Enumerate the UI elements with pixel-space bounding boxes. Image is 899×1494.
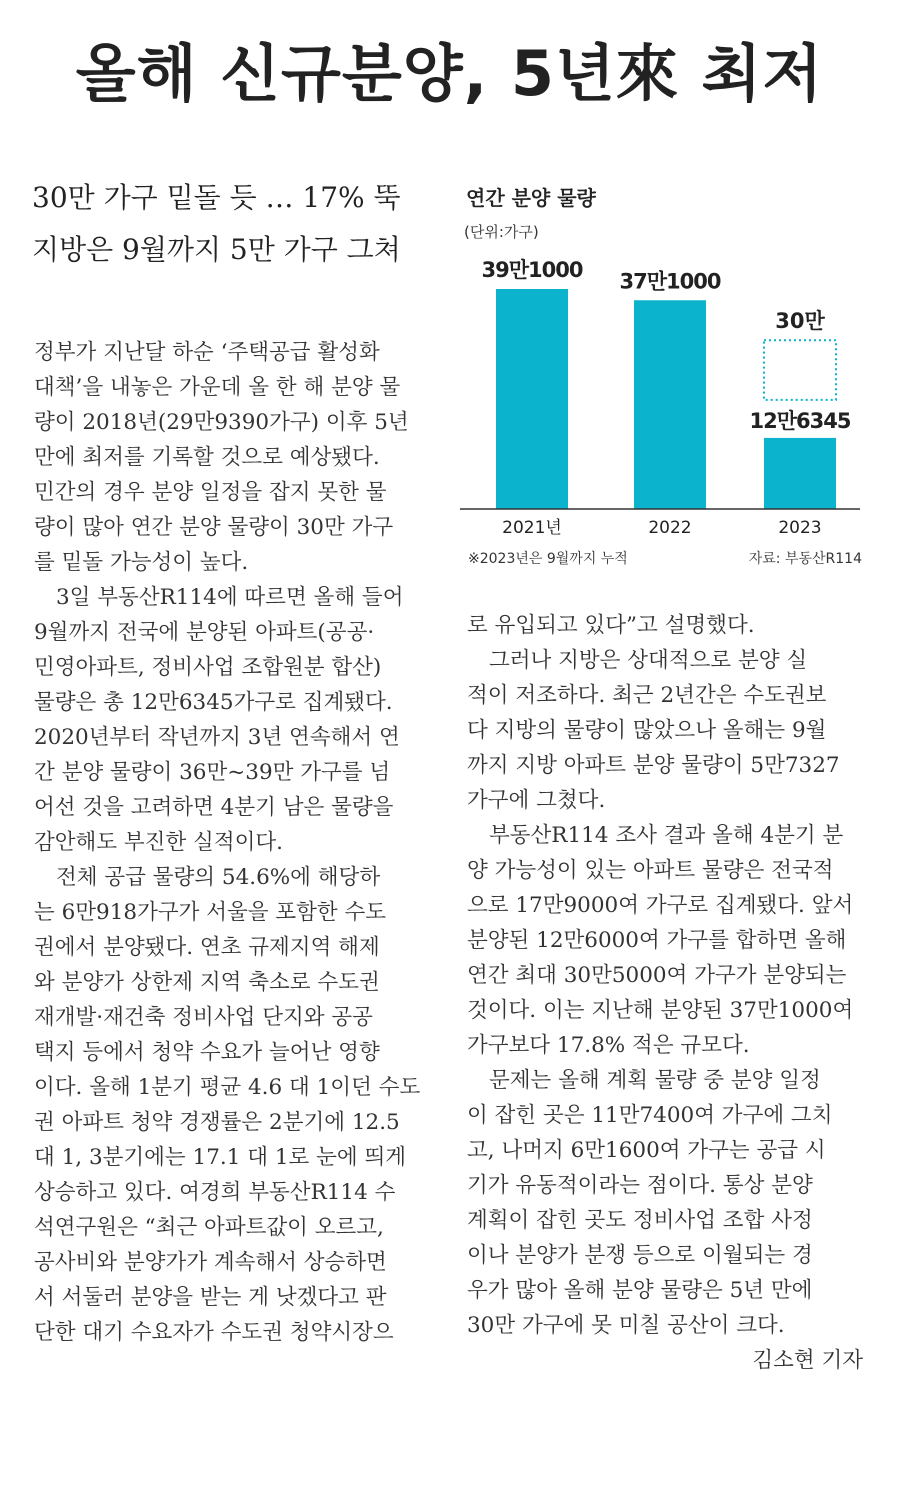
x-tick-label: 2023 — [778, 518, 822, 538]
body-line: 와 분양가 상한제 지역 축소로 수도권 — [34, 970, 380, 995]
bar-2022 — [634, 300, 706, 509]
body-line: 고, 나머지 6만1600여 가구는 공급 시 — [467, 1138, 826, 1163]
chart-note: ※2023년은 9월까지 누적 — [468, 551, 628, 567]
body-line: 민영아파트, 정비사업 조합원분 합산) — [34, 655, 382, 680]
body-line: 이다. 올해 1분기 평균 4.6 대 1이던 수도 — [34, 1075, 421, 1100]
chart-unit: (단위:가구) — [464, 223, 539, 241]
body-line: 계획이 잡힌 곳도 정비사업 조합 사정 — [467, 1208, 813, 1233]
body-line: 량이 많아 연간 분양 물량이 30만 가구 — [34, 515, 394, 540]
body-line: 택지 등에서 청약 수요가 늘어난 영향 — [34, 1040, 380, 1065]
body-line: 2020년부터 작년까지 3년 연속해서 연 — [34, 725, 400, 750]
body-line: 기가 유동적이라는 점이다. 통상 분양 — [467, 1173, 813, 1198]
body-line: 상승하고 있다. 여경희 부동산R114 수 — [34, 1180, 396, 1205]
body-line: 9월까지 전국에 분양된 아파트(공공· — [34, 620, 375, 645]
body-line: 으로 17만9000여 가구로 집계됐다. 앞서 — [467, 893, 854, 918]
headline: 올해 신규분양, 5년來 최저 — [75, 37, 824, 110]
body-line: 로 유입되고 있다”고 설명했다. — [467, 613, 755, 638]
chart-title: 연간 분양 물량 — [466, 186, 596, 210]
body-line: 이 잡힌 곳은 11만7400여 가구에 그치 — [467, 1103, 833, 1128]
body-line: 전체 공급 물량의 54.6%에 해당하 — [56, 865, 381, 890]
body-line: 문제는 올해 계획 물량 중 분양 일정 — [489, 1068, 821, 1093]
body-line: 3일 부동산R114에 따르면 올해 들어 — [56, 585, 404, 610]
body-line: 재개발·재건축 정비사업 단지와 공공 — [34, 1005, 373, 1030]
body-line: 공사비와 분양가가 계속해서 상승하면 — [34, 1250, 387, 1275]
body-line: 30만 가구에 못 미칠 공산이 크다. — [467, 1313, 785, 1338]
article-column-1 — [34, 335, 434, 1350]
body-line: 어선 것을 고려하면 4분기 남은 물량을 — [34, 795, 394, 820]
subheadline-2: 지방은 9월까지 5만 가구 그쳐 — [32, 233, 401, 266]
body-line: 대 1, 3분기에는 17.1 대 1로 눈에 띄게 — [34, 1145, 407, 1170]
body-line: 민간의 경우 분양 일정을 잡지 못한 물 — [34, 480, 387, 505]
byline: 김소현 기자 — [752, 1348, 863, 1373]
bar-2021년 — [496, 289, 568, 509]
body-line: 까지 지방 아파트 분양 물량이 5만7327 — [467, 753, 840, 778]
projection-dotted-box — [764, 340, 836, 400]
bar-value-label: 39만1000 — [481, 258, 583, 282]
annual-supply-bar-chart — [460, 175, 870, 575]
body-line: 권 아파트 청약 경쟁률은 2분기에 12.5 — [34, 1110, 400, 1135]
bar-value-label: 12만6345 — [749, 408, 851, 433]
bar-value-label: 37만1000 — [619, 269, 721, 294]
body-line: 간 분양 물량이 36만~39만 가구를 넘 — [34, 760, 391, 785]
projection-label: 30만 — [775, 309, 825, 334]
body-line: 물량은 총 12만6345가구로 집계됐다. — [34, 690, 393, 715]
body-line: 것이다. 이는 지난해 분양된 37만1000여 — [467, 998, 854, 1023]
bar-2023 — [764, 438, 836, 509]
chart-source: 자료: 부동산R114 — [748, 551, 862, 567]
body-line: 이나 분양가 분쟁 등으로 이월되는 경 — [467, 1243, 813, 1268]
body-line: 연간 최대 30만5000여 가구가 분양되는 — [467, 963, 847, 988]
body-line: 분양된 12만6000여 가구를 합하면 올해 — [467, 928, 847, 953]
body-line: 는 6만918가구가 서울을 포함한 수도 — [34, 900, 387, 925]
subheadline-1: 30만 가구 밑돌 듯 … 17% 뚝 — [32, 181, 401, 214]
body-line: 그러나 지방은 상대적으로 분양 실 — [489, 648, 808, 673]
body-line: 를 밑돌 가능성이 높다. — [34, 550, 249, 575]
body-line: 량이 2018년(29만9390가구) 이후 5년 — [34, 410, 409, 435]
body-line: 가구보다 17.8% 적은 규모다. — [467, 1033, 750, 1058]
article-column-2 — [467, 608, 867, 1378]
body-line: 대책’을 내놓은 가운데 올 한 해 분양 물 — [34, 375, 401, 400]
body-line: 적이 저조하다. 최근 2년간은 수도권보 — [467, 683, 827, 708]
body-line: 정부가 지난달 하순 ‘주택공급 활성화 — [34, 340, 380, 365]
x-tick-label: 2022 — [648, 518, 692, 538]
body-line: 가구에 그쳤다. — [467, 788, 606, 813]
body-line: 양 가능성이 있는 아파트 물량은 전국적 — [467, 858, 834, 883]
body-line: 서 서둘러 분양을 받는 게 낫겠다고 판 — [34, 1285, 387, 1310]
body-line: 석연구원은 “최근 아파트값이 오르고, — [34, 1215, 384, 1240]
body-line: 다 지방의 물량이 많았으나 올해는 9월 — [467, 718, 827, 743]
body-line: 권에서 분양됐다. 연초 규제지역 해제 — [34, 935, 380, 960]
body-line: 우가 많아 올해 분양 물량은 5년 만에 — [467, 1278, 813, 1303]
x-tick-label: 2021년 — [502, 518, 562, 538]
body-line: 감안해도 부진한 실적이다. — [34, 830, 283, 855]
body-line: 단한 대기 수요자가 수도권 청약시장으 — [34, 1320, 394, 1345]
body-line: 만에 최저를 기록할 것으로 예상됐다. — [34, 445, 380, 470]
body-line: 부동산R114 조사 결과 올해 4분기 분 — [489, 823, 844, 848]
